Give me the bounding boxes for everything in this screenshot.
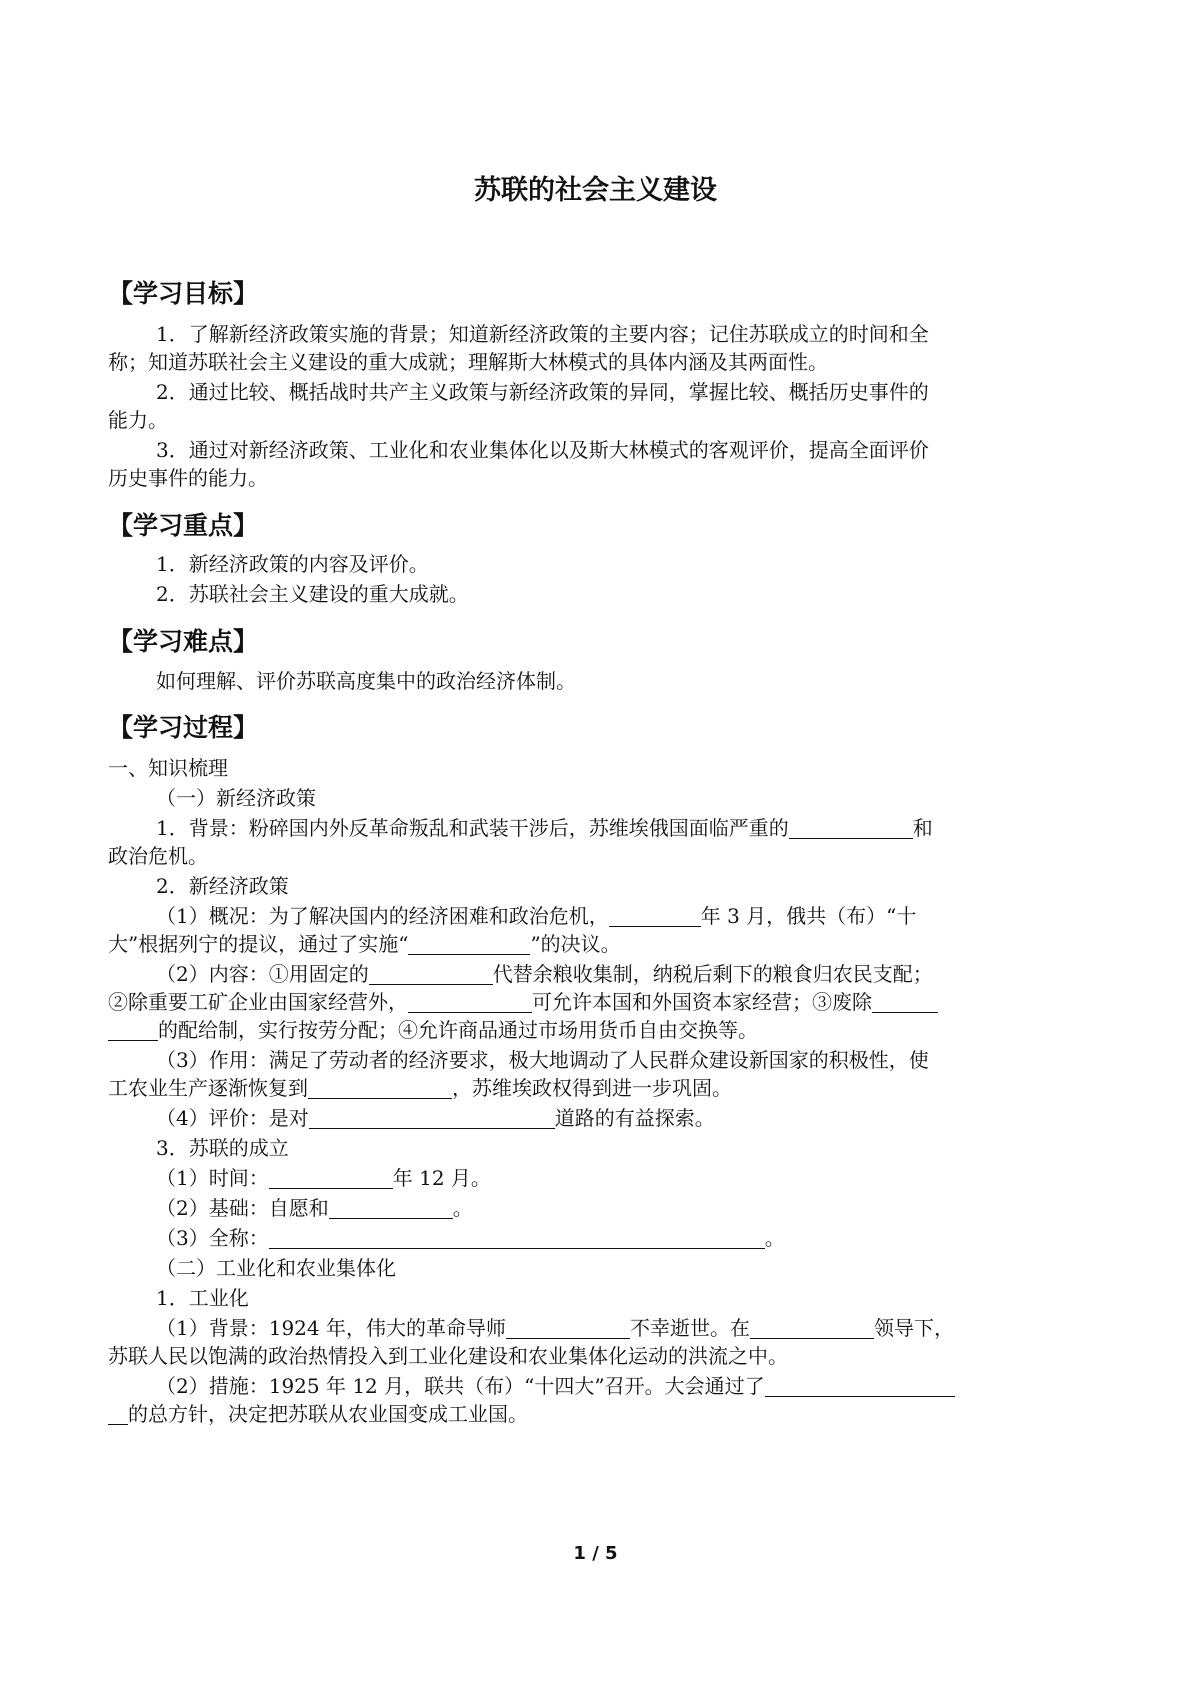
text: 可允许本国和外国资本家经营；③废除 <box>532 990 872 1014</box>
fill-blank[interactable] <box>609 904 701 927</box>
fill-blank[interactable] <box>108 1402 128 1425</box>
goal-1-line-2: 称；知道苏联社会主义建设的重大成就；理解斯大林模式的具体内涵及其两面性。 <box>108 350 828 374</box>
background-line-2: 政治危机。 <box>108 844 208 868</box>
fill-blank[interactable] <box>506 1316 630 1339</box>
text: ，苏维埃政权得到进一步巩固。 <box>452 1076 732 1100</box>
effect-line-2 <box>108 1072 1088 1104</box>
text: （4）评价：是对 <box>156 1106 309 1130</box>
section-heading-process: 【学习过程】 <box>108 713 259 742</box>
text: （1）时间： <box>156 1166 269 1190</box>
text: 和 <box>912 816 933 840</box>
text: （2）基础：自愿和 <box>156 1196 329 1220</box>
text: 领导下， <box>873 1316 954 1340</box>
ind-background-line-2: 苏联人民以饱满的政治热情投入到工业化建设和农业集体化运动的洪流之中。 <box>108 1344 788 1368</box>
founding-time-line <box>156 1162 1088 1194</box>
text: 。 <box>764 1226 785 1250</box>
page-number: 1 / 5 <box>573 1543 618 1564</box>
fill-blank[interactable] <box>308 1076 452 1099</box>
nep-heading: 2．新经济政策 <box>156 874 289 898</box>
full-name-line <box>156 1222 1088 1254</box>
section-heading-goals: 【学习目标】 <box>108 279 259 308</box>
fill-blank[interactable] <box>369 962 493 985</box>
goal-1-line-1: 1．了解新经济政策实施的背景；知道新经济政策的主要内容；记住苏联成立的时间和全 <box>156 322 929 346</box>
key-point-2: 2．苏联社会主义建设的重大成就。 <box>156 582 469 606</box>
industrialization-heading: 1．工业化 <box>156 1286 249 1310</box>
text: 工农业生产逐渐恢复到 <box>108 1076 308 1100</box>
difficult-point-1: 如何理解、评价苏联高度集中的政治经济体制。 <box>156 669 576 693</box>
text: ”的决议。 <box>530 932 621 956</box>
subsection-industrialization: （二）工业化和农业集体化 <box>156 1256 396 1280</box>
fill-blank[interactable] <box>765 1374 955 1397</box>
text: 的配给制，实行按劳分配；④允许商品通过市场用货币自由交换等。 <box>158 1018 758 1042</box>
measure-line-2 <box>108 1398 1088 1430</box>
text: （1）背景：1924 年，伟大的革命导师 <box>156 1316 506 1340</box>
ussr-founding-heading: 3．苏联的成立 <box>156 1136 289 1160</box>
knowledge-heading: 一、知识梳理 <box>108 756 228 780</box>
fill-blank[interactable] <box>750 1316 874 1339</box>
fill-blank[interactable] <box>269 1226 765 1249</box>
text: （1）概况：为了解决国内的经济困难和政治危机， <box>156 904 609 928</box>
text: （2）措施：1925 年 12 月，联共（布）“十四大”召开。大会通过了 <box>156 1374 765 1398</box>
text: 代替余粮收集制，纳税后剩下的粮食归农民支配； <box>492 962 933 986</box>
text: （3）全称： <box>156 1226 269 1250</box>
fill-blank[interactable] <box>408 990 532 1013</box>
goal-2-line-1: 2．通过比较、概括战时共产主义政策与新经济政策的异同，掌握比较、概括历史事件的 <box>156 380 929 404</box>
fill-blank[interactable] <box>108 1018 158 1041</box>
text: 年 12 月。 <box>392 1166 491 1190</box>
goal-3-line-2: 历史事件的能力。 <box>108 466 268 490</box>
text: 年 3 月，俄共（布）“十 <box>700 904 917 928</box>
text: ②除重要工矿企业由国家经营外， <box>108 990 408 1014</box>
fill-blank[interactable] <box>269 1166 393 1189</box>
founding-basis-line <box>156 1192 1088 1224</box>
section-heading-difficult: 【学习难点】 <box>108 627 259 656</box>
document-title: 苏联的社会主义建设 <box>474 175 717 206</box>
text: 道路的有益探索。 <box>554 1106 715 1130</box>
overview-line-2 <box>108 928 1088 960</box>
text: 1．背景：粉碎国内外反革命叛乱和武装干涉后，苏维埃俄国面临严重的 <box>156 816 789 840</box>
text: 的总方针，决定把苏联从农业国变成工业国。 <box>128 1402 528 1426</box>
fill-blank[interactable] <box>872 990 938 1013</box>
subsection-nep: （一）新经济政策 <box>156 786 316 810</box>
fill-blank[interactable] <box>408 932 530 955</box>
effect-line-1: （3）作用：满足了劳动者的经济要求，极大地调动了人民群众建设新国家的积极性，使 <box>156 1048 929 1072</box>
goal-2-line-2: 能力。 <box>108 408 168 432</box>
text: 。 <box>452 1196 473 1220</box>
key-point-1: 1．新经济政策的内容及评价。 <box>156 552 429 576</box>
fill-blank[interactable] <box>789 816 913 839</box>
fill-blank[interactable] <box>309 1106 555 1129</box>
section-heading-key: 【学习重点】 <box>108 511 259 540</box>
fill-blank[interactable] <box>329 1196 453 1219</box>
text: （2）内容：①用固定的 <box>156 962 369 986</box>
evaluation-line <box>156 1102 1088 1134</box>
text: 大”根据列宁的提议，通过了实施“ <box>108 932 409 956</box>
text: 不幸逝世。在 <box>629 1316 750 1340</box>
content-line-3 <box>108 1014 1088 1046</box>
goal-3-line-1: 3．通过对新经济政策、工业化和农业集体化以及斯大林模式的客观评价，提高全面评价 <box>156 438 929 462</box>
